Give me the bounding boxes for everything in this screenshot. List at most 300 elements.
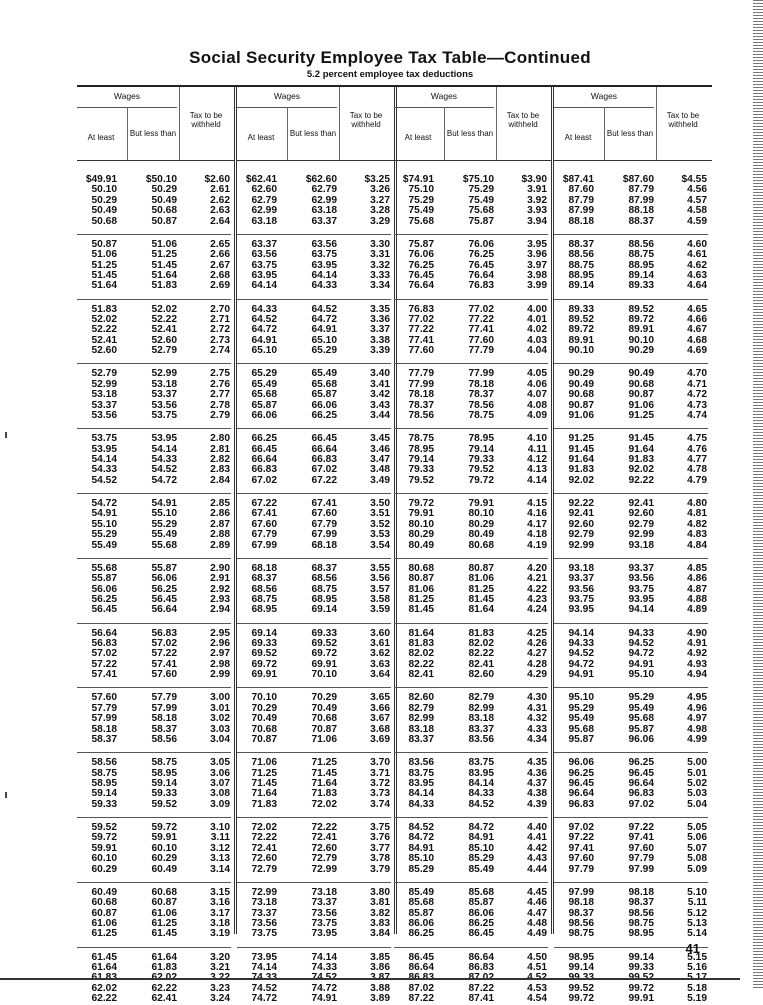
block-separator xyxy=(554,428,708,429)
tax-cell: 3.05 xyxy=(210,757,230,769)
tax-cell: 3.29 xyxy=(370,215,390,227)
but-less-than-cell: 99.33 xyxy=(628,962,654,973)
tax-cell: 3.66 xyxy=(370,702,390,714)
but-less-than-cell: 57.60 xyxy=(151,669,177,681)
but-less-than-cell: 86.06 xyxy=(468,907,494,919)
tax-cell: 2.91 xyxy=(210,573,230,585)
header-divider xyxy=(656,87,657,161)
tax-cell: 4.68 xyxy=(687,334,707,346)
block-separator xyxy=(394,428,548,429)
at-least-cell: 54.72 xyxy=(91,498,117,509)
at-least-cell: 83.37 xyxy=(408,734,434,745)
at-least-cell: 99.14 xyxy=(568,962,594,973)
at-least-cell: 67.41 xyxy=(251,508,277,520)
at-least-cell: 95.49 xyxy=(568,713,594,725)
tax-cell: 4.21 xyxy=(527,573,547,585)
header-rule xyxy=(394,160,552,161)
but-less-than-cell: 84.14 xyxy=(468,778,494,789)
tax-cell: 4.15 xyxy=(527,498,547,509)
but-less-than-cell: 76.64 xyxy=(468,270,494,281)
tax-cell: 2.75 xyxy=(210,368,230,380)
at-least-cell: 81.64 xyxy=(408,627,434,639)
but-less-than-cell: 66.25 xyxy=(311,410,337,421)
tax-cell: 4.26 xyxy=(527,638,547,649)
but-less-than-cell: 95.10 xyxy=(628,669,654,681)
but-less-than-header: But less than xyxy=(129,129,177,138)
at-least-cell: 79.14 xyxy=(408,454,434,465)
but-less-than-cell: 64.52 xyxy=(311,303,337,315)
but-less-than-cell: 67.02 xyxy=(311,464,337,476)
but-less-than-cell: 56.06 xyxy=(151,573,177,585)
block-separator xyxy=(394,493,548,494)
at-least-cell: 97.79 xyxy=(568,863,594,875)
at-least-cell: 88.56 xyxy=(568,249,594,261)
but-less-than-cell: 95.29 xyxy=(628,692,654,704)
at-least-cell: 69.33 xyxy=(251,638,277,649)
but-less-than-cell: 83.95 xyxy=(468,767,494,779)
tax-cell: 2.74 xyxy=(210,345,230,357)
table-group xyxy=(77,87,235,1005)
but-less-than-header: But less than xyxy=(446,129,494,138)
but-less-than-cell: 50.49 xyxy=(151,194,177,206)
but-less-than-cell: $62.60 xyxy=(305,174,337,185)
at-least-cell: 74.14 xyxy=(251,962,277,973)
but-less-than-cell: 82.60 xyxy=(468,669,494,681)
tax-cell: 4.17 xyxy=(527,518,547,530)
tax-cell: 5.02 xyxy=(687,778,707,789)
tax-cell: 3.76 xyxy=(370,832,390,844)
tax-withheld-header: Tax to be withheld xyxy=(189,111,223,129)
at-least-cell: 78.18 xyxy=(408,389,434,401)
at-least-cell: 67.02 xyxy=(251,474,277,486)
at-least-cell: 89.33 xyxy=(568,303,594,315)
at-least-cell: 52.22 xyxy=(91,324,117,336)
but-less-than-cell: 96.06 xyxy=(628,734,654,745)
but-less-than-cell: 58.56 xyxy=(151,734,177,745)
tax-cell: 3.06 xyxy=(210,767,230,779)
but-less-than-cell: 84.72 xyxy=(468,822,494,833)
page-number: 41 xyxy=(685,941,700,956)
tax-cell: 3.04 xyxy=(210,734,230,745)
but-less-than-cell: 93.75 xyxy=(628,583,654,595)
tax-cell: 4.19 xyxy=(527,539,547,551)
at-least-cell: 54.14 xyxy=(91,454,117,465)
but-less-than-cell: 72.22 xyxy=(311,822,337,833)
tax-cell: 3.00 xyxy=(210,692,230,704)
tax-cell: 3.27 xyxy=(370,194,390,206)
at-least-cell: 52.41 xyxy=(91,334,117,346)
but-less-than-cell: 83.37 xyxy=(468,723,494,735)
but-less-than-cell: 84.52 xyxy=(468,798,494,810)
tax-cell: 4.81 xyxy=(687,508,707,520)
at-least-cell: 60.10 xyxy=(91,853,117,865)
but-less-than-cell: 77.99 xyxy=(468,368,494,380)
tax-cell: 4.59 xyxy=(687,215,707,227)
but-less-than-cell: 78.75 xyxy=(468,410,494,421)
but-less-than-cell: 91.25 xyxy=(628,410,654,421)
at-least-cell: 96.64 xyxy=(568,788,594,800)
at-least-cell: 89.14 xyxy=(568,280,594,292)
but-less-than-cell: 77.22 xyxy=(468,314,494,325)
block-separator xyxy=(554,363,708,364)
but-less-than-cell: 85.49 xyxy=(468,863,494,875)
at-least-cell: 86.06 xyxy=(408,918,434,929)
tax-cell: 2.72 xyxy=(210,324,230,336)
at-least-header: At least xyxy=(404,133,432,142)
but-less-than-cell: 79.72 xyxy=(468,474,494,486)
but-less-than-cell: 50.29 xyxy=(151,184,177,196)
but-less-than-cell: 61.25 xyxy=(151,918,177,929)
but-less-than-cell: 68.37 xyxy=(311,562,337,574)
but-less-than-cell: 92.99 xyxy=(628,529,654,541)
edge-mark xyxy=(5,432,7,438)
block-separator xyxy=(554,752,708,753)
tax-cell: 2.67 xyxy=(210,259,230,271)
but-less-than-cell: 87.79 xyxy=(628,184,654,196)
but-less-than-cell: 76.83 xyxy=(468,280,494,292)
but-less-than-cell: 92.60 xyxy=(628,508,654,520)
tax-cell: 4.37 xyxy=(527,778,547,789)
tax-cell: 3.35 xyxy=(370,303,390,315)
at-least-cell: 80.87 xyxy=(408,573,434,585)
tax-cell: 3.11 xyxy=(210,832,230,844)
tax-cell: 4.36 xyxy=(527,767,547,779)
tax-cell: 4.27 xyxy=(527,648,547,660)
but-less-than-cell: 52.60 xyxy=(151,334,177,346)
but-less-than-cell: 78.56 xyxy=(468,399,494,411)
at-least-cell: 84.91 xyxy=(408,842,434,854)
at-least-cell: 84.72 xyxy=(408,832,434,844)
at-least-cell: 72.22 xyxy=(251,832,277,844)
tax-cell: 3.62 xyxy=(370,648,390,660)
block-separator xyxy=(394,234,548,235)
tax-cell: 3.54 xyxy=(370,539,390,551)
but-less-than-cell: 51.06 xyxy=(151,238,177,250)
at-least-cell: 54.52 xyxy=(91,474,117,486)
at-least-cell: 83.56 xyxy=(408,757,434,769)
at-least-cell: 85.68 xyxy=(408,897,434,909)
tax-cell: 4.60 xyxy=(687,238,707,250)
at-least-cell: 78.95 xyxy=(408,443,434,455)
tax-cell: 3.34 xyxy=(370,280,390,292)
tax-cell: 3.07 xyxy=(210,778,230,789)
block-separator xyxy=(77,947,231,948)
tax-cell: 3.18 xyxy=(210,918,230,929)
tax-cell: 3.40 xyxy=(370,368,390,380)
at-least-cell: 99.72 xyxy=(568,993,594,1005)
but-less-than-cell: 76.25 xyxy=(468,249,494,261)
tax-cell: 4.08 xyxy=(527,399,547,411)
at-least-cell: 59.72 xyxy=(91,832,117,844)
but-less-than-cell: 75.68 xyxy=(468,205,494,217)
but-less-than-cell: 98.18 xyxy=(628,886,654,898)
but-less-than-cell: 71.45 xyxy=(311,767,337,779)
tax-cell: 4.58 xyxy=(687,205,707,217)
but-less-than-cell: 85.29 xyxy=(468,853,494,865)
tax-cell: 4.54 xyxy=(527,993,547,1005)
but-less-than-cell: 97.22 xyxy=(628,822,654,833)
tax-cell: 4.20 xyxy=(527,562,547,574)
tax-cell: 2.62 xyxy=(210,194,230,206)
at-least-cell: 69.91 xyxy=(251,669,277,681)
tax-cell: 3.73 xyxy=(370,788,390,800)
tax-cell: 4.24 xyxy=(527,604,547,616)
at-least-cell: 64.52 xyxy=(251,314,277,325)
but-less-than-cell: 71.25 xyxy=(311,757,337,769)
but-less-than-cell: 91.64 xyxy=(628,443,654,455)
block-separator xyxy=(77,817,231,818)
at-least-cell: 92.99 xyxy=(568,539,594,551)
at-least-cell: 53.56 xyxy=(91,410,117,421)
at-least-cell: 70.87 xyxy=(251,734,277,745)
at-least-cell: 64.33 xyxy=(251,303,277,315)
at-least-cell: 94.72 xyxy=(568,658,594,670)
but-less-than-cell: 94.14 xyxy=(628,604,654,616)
tax-cell: 4.47 xyxy=(527,907,547,919)
at-least-cell: 98.95 xyxy=(568,951,594,963)
at-least-cell: 69.14 xyxy=(251,627,277,639)
but-less-than-cell: 68.75 xyxy=(311,583,337,595)
block-separator xyxy=(554,687,708,688)
but-less-than-cell: 89.52 xyxy=(628,303,654,315)
tax-cell: 4.66 xyxy=(687,314,707,325)
at-least-cell: 65.68 xyxy=(251,389,277,401)
but-less-than-cell: 69.33 xyxy=(311,627,337,639)
tax-cell: 3.91 xyxy=(527,184,547,196)
tax-cell: 4.85 xyxy=(687,562,707,574)
but-less-than-cell: 97.79 xyxy=(628,853,654,865)
tax-cell: 5.12 xyxy=(687,907,707,919)
at-least-cell: 68.18 xyxy=(251,562,277,574)
tax-cell: 4.05 xyxy=(527,368,547,380)
block-separator xyxy=(237,882,391,883)
at-least-cell: 78.56 xyxy=(408,410,434,421)
but-less-than-cell: 70.10 xyxy=(311,669,337,681)
at-least-cell: 66.83 xyxy=(251,464,277,476)
at-least-cell: 92.79 xyxy=(568,529,594,541)
at-least-header: At least xyxy=(247,133,275,142)
at-least-cell: 68.95 xyxy=(251,604,277,616)
block-separator xyxy=(77,493,231,494)
tax-cell: 3.92 xyxy=(527,194,547,206)
tax-cell: 4.07 xyxy=(527,389,547,401)
but-less-than-cell: 61.06 xyxy=(151,907,177,919)
but-less-than-cell: 70.49 xyxy=(311,702,337,714)
tax-cell: 5.00 xyxy=(687,757,707,769)
but-less-than-cell: 67.41 xyxy=(311,498,337,509)
tax-withheld-header: Tax to be withheld xyxy=(506,111,540,129)
but-less-than-cell: 55.49 xyxy=(151,529,177,541)
block-separator xyxy=(237,493,391,494)
at-least-cell: 76.06 xyxy=(408,249,434,261)
tax-cell: 4.34 xyxy=(527,734,547,745)
at-least-cell: 68.37 xyxy=(251,573,277,585)
tax-cell: 3.96 xyxy=(527,249,547,261)
tax-cell: 4.89 xyxy=(687,604,707,616)
but-less-than-cell: 98.37 xyxy=(628,897,654,909)
but-less-than-cell: 78.37 xyxy=(468,389,494,401)
at-least-cell: 66.25 xyxy=(251,433,277,445)
but-less-than-cell: 73.18 xyxy=(311,886,337,898)
but-less-than-cell: 87.99 xyxy=(628,194,654,206)
tax-cell: 2.69 xyxy=(210,280,230,292)
block-separator xyxy=(237,947,391,948)
tax-cell: 5.09 xyxy=(687,863,707,875)
at-least-cell: 90.10 xyxy=(568,345,594,357)
at-least-cell: 97.41 xyxy=(568,842,594,854)
tax-cell: 2.65 xyxy=(210,238,230,250)
but-less-than-cell: 98.95 xyxy=(628,928,654,940)
block-separator xyxy=(77,623,231,624)
but-less-than-cell: 73.37 xyxy=(311,897,337,909)
header-divider xyxy=(604,107,605,161)
at-least-cell: 93.56 xyxy=(568,583,594,595)
tax-cell: 3.80 xyxy=(370,886,390,898)
tax-cell: 2.93 xyxy=(210,594,230,605)
but-less-than-cell: 84.33 xyxy=(468,788,494,800)
but-less-than-cell: 60.68 xyxy=(151,886,177,898)
at-least-cell: 95.10 xyxy=(568,692,594,704)
but-less-than-cell: 91.45 xyxy=(628,433,654,445)
block-separator xyxy=(77,558,231,559)
at-least-cell: 60.29 xyxy=(91,863,117,875)
tax-cell: 4.16 xyxy=(527,508,547,520)
tax-cell: 2.73 xyxy=(210,334,230,346)
at-least-cell: 73.18 xyxy=(251,897,277,909)
but-less-than-cell: 94.91 xyxy=(628,658,654,670)
tax-cell: 4.43 xyxy=(527,853,547,865)
tax-cell: 3.65 xyxy=(370,692,390,704)
at-least-cell: 51.83 xyxy=(91,303,117,315)
at-least-cell: 71.64 xyxy=(251,788,277,800)
tax-cell: 2.88 xyxy=(210,529,230,541)
tax-cell: 4.57 xyxy=(687,194,707,206)
at-least-cell: 85.10 xyxy=(408,853,434,865)
block-separator xyxy=(237,363,391,364)
tax-cell: 2.90 xyxy=(210,562,230,574)
but-less-than-cell: 86.25 xyxy=(468,918,494,929)
but-less-than-cell: 93.37 xyxy=(628,562,654,574)
at-least-cell: 61.45 xyxy=(91,951,117,963)
but-less-than-cell: 89.14 xyxy=(628,270,654,281)
at-least-cell: 57.60 xyxy=(91,692,117,704)
tax-cell: 4.13 xyxy=(527,464,547,476)
block-separator xyxy=(77,752,231,753)
tax-cell: 4.03 xyxy=(527,334,547,346)
at-least-cell: 70.49 xyxy=(251,713,277,725)
tax-cell: 2.83 xyxy=(210,464,230,476)
at-least-cell: 68.56 xyxy=(251,583,277,595)
but-less-than-cell: 58.37 xyxy=(151,723,177,735)
but-less-than-cell: 69.14 xyxy=(311,604,337,616)
but-less-than-cell: 73.95 xyxy=(311,928,337,940)
but-less-than-cell: 80.49 xyxy=(468,529,494,541)
tax-cell: 3.33 xyxy=(370,270,390,281)
tax-cell: 3.02 xyxy=(210,713,230,725)
at-least-cell: 70.29 xyxy=(251,702,277,714)
at-least-cell: 62.79 xyxy=(251,194,277,206)
but-less-than-cell: 67.99 xyxy=(311,529,337,541)
but-less-than-cell: 92.79 xyxy=(628,518,654,530)
at-least-cell: 64.91 xyxy=(251,334,277,346)
tax-cell: 3.81 xyxy=(370,897,390,909)
but-less-than-cell: 89.72 xyxy=(628,314,654,325)
but-less-than-cell: 85.10 xyxy=(468,842,494,854)
at-least-cell: 91.83 xyxy=(568,464,594,476)
at-least-cell: 84.14 xyxy=(408,788,434,800)
tax-cell: 4.73 xyxy=(687,399,707,411)
tax-cell: 3.55 xyxy=(370,562,390,574)
but-less-than-cell: 80.29 xyxy=(468,518,494,530)
but-less-than-cell: 52.99 xyxy=(151,368,177,380)
tax-cell: 5.18 xyxy=(687,982,707,994)
tax-cell: 2.82 xyxy=(210,454,230,465)
but-less-than-cell: 72.02 xyxy=(311,798,337,810)
but-less-than-cell: 51.25 xyxy=(151,249,177,261)
at-least-cell: 55.10 xyxy=(91,518,117,530)
tax-cell: 4.14 xyxy=(527,474,547,486)
at-least-cell: 63.56 xyxy=(251,249,277,261)
but-less-than-cell: 63.18 xyxy=(311,205,337,217)
block-separator xyxy=(77,428,231,429)
block-separator xyxy=(77,687,231,688)
but-less-than-cell: 51.83 xyxy=(151,280,177,292)
tax-cell: 2.76 xyxy=(210,378,230,390)
at-least-cell: 57.41 xyxy=(91,669,117,681)
at-least-cell: 87.79 xyxy=(568,194,594,206)
but-less-than-cell: 95.68 xyxy=(628,713,654,725)
but-less-than-cell: 89.33 xyxy=(628,280,654,292)
block-separator xyxy=(394,558,548,559)
tax-cell: 3.45 xyxy=(370,433,390,445)
at-least-cell: $74.91 xyxy=(402,174,434,185)
but-less-than-cell: 68.18 xyxy=(311,539,337,551)
but-less-than-cell: 54.72 xyxy=(151,474,177,486)
but-less-than-cell: 68.95 xyxy=(311,594,337,605)
tax-cell: 3.21 xyxy=(210,962,230,973)
tax-cell: 3.83 xyxy=(370,918,390,929)
tax-cell: 3.72 xyxy=(370,778,390,789)
at-least-header: At least xyxy=(564,133,592,142)
tax-cell: 3.47 xyxy=(370,454,390,465)
but-less-than-cell: 80.87 xyxy=(468,562,494,574)
at-least-cell: 77.99 xyxy=(408,378,434,390)
at-least-cell: 87.99 xyxy=(568,205,594,217)
at-least-cell: 85.29 xyxy=(408,863,434,875)
tax-cell: 3.82 xyxy=(370,907,390,919)
but-less-than-cell: 77.41 xyxy=(468,324,494,336)
tax-cell: 3.09 xyxy=(210,798,230,810)
at-least-cell: 88.75 xyxy=(568,259,594,271)
but-less-than-header: But less than xyxy=(289,129,337,138)
but-less-than-cell: 57.41 xyxy=(151,658,177,670)
at-least-cell: 83.18 xyxy=(408,723,434,735)
tax-cell: 4.92 xyxy=(687,648,707,660)
block-separator xyxy=(394,299,548,300)
tax-cell: 3.17 xyxy=(210,907,230,919)
tax-cell: 3.15 xyxy=(210,886,230,898)
at-least-cell: 62.02 xyxy=(91,982,117,994)
tax-cell: 4.97 xyxy=(687,713,707,725)
but-less-than-cell: 70.87 xyxy=(311,723,337,735)
but-less-than-cell: 90.49 xyxy=(628,368,654,380)
but-less-than-cell: 66.06 xyxy=(311,399,337,411)
header-divider xyxy=(287,107,288,161)
tax-cell: 3.23 xyxy=(210,982,230,994)
tax-cell: 5.14 xyxy=(687,928,707,940)
block-separator xyxy=(77,882,231,883)
but-less-than-cell: 91.83 xyxy=(628,454,654,465)
